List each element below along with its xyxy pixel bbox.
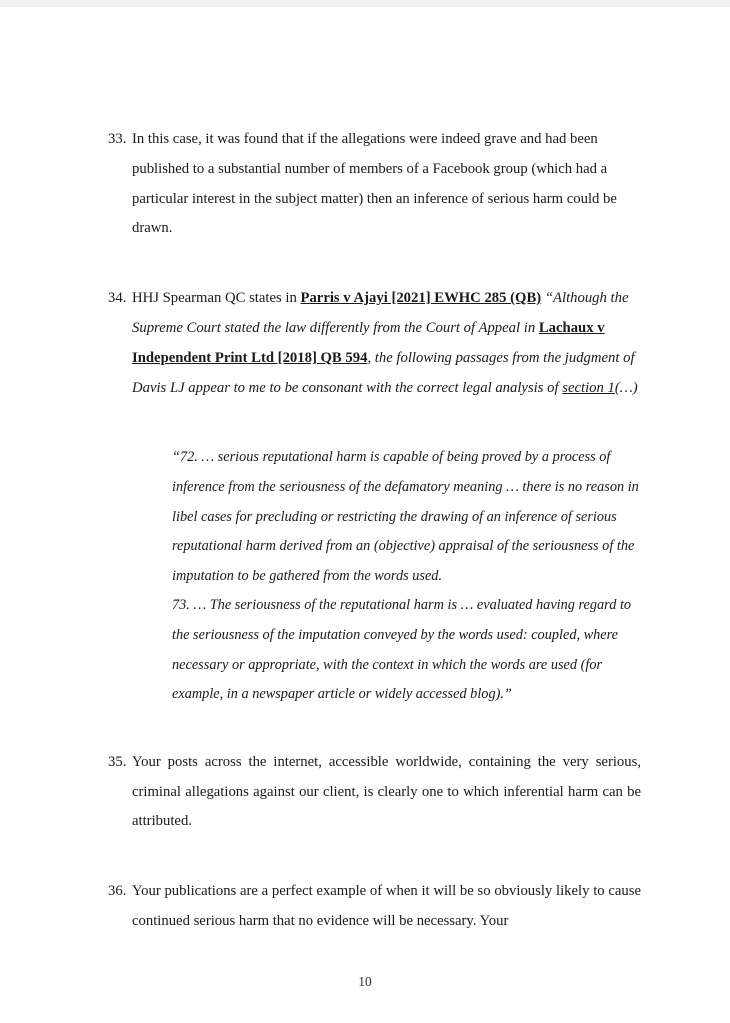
citation-lachaux-v-independent-print: Lachaux v Independent Print Ltd [2018] QB 594 — [132, 319, 605, 366]
paragraph-35-body — [132, 748, 641, 837]
paragraph-36-body — [132, 877, 641, 937]
paragraph-33 — [108, 125, 641, 244]
paragraph-number-33: 33. — [108, 131, 127, 147]
paragraph-36-run-0: Your publications are a perfect example of when it will be so obviously likely to cause continued serious harm that no evidence will be necessary. Your — [132, 883, 641, 929]
block-quote-paragraph-72: “72. … serious reputational harm is capable of being proved by a process of inference from the seriousness of the defamatory meaning … there is no reason in libel cases for precluding or restricting the drawing of an inference of serious reputational harm derived from an (objective) appraisal of the seriousness of the imputation to be gathered from the words used. — [172, 449, 639, 584]
document-page — [0, 7, 730, 1023]
paragraph-35-run-0: Your posts across the internet, accessible worldwide, containing the very serious, criminal allegations against our client, is clearly one to which inferential harm can be attributed. — [132, 753, 641, 830]
paragraph-33-run-0: In this case, it was found that if the allegations were indeed grave and had been published to a substantial number of members of a Facebook group (which had a particular interest in the subject matter) then an inference of serious harm could be drawn. — [132, 131, 617, 237]
paragraph-34-run-ellipsis: (…) — [614, 379, 638, 396]
citation-section-1: section 1 — [562, 379, 615, 396]
paragraph-34-run-quote-2: , the following passages from the judgment of Davis LJ appear to me to be consonant with the correct legal analysis of — [132, 349, 635, 396]
page-content — [108, 125, 641, 977]
citation-parris-v-ajayi: Parris v Ajayi [2021] EWHC 285 (QB) — [300, 290, 542, 307]
paragraph-34 — [108, 284, 641, 403]
paragraph-36 — [108, 877, 641, 937]
paragraph-33-body — [132, 125, 641, 244]
block-quote-paragraph-73: 73. … The seriousness of the reputational harm is … evaluated having regard to the seriousness of the imputation conveyed by the words used: coupled, where necessary or appropriate, with the context in which the words are used (for example, in a newspaper article or widely accessed blog).” — [172, 597, 632, 703]
paragraph-number-35: 35. — [108, 753, 127, 770]
paragraph-34-run-intro: HHJ Spearman QC states in — [132, 290, 301, 307]
paragraph-number-34: 34. — [108, 290, 127, 307]
paragraph-number-36: 36. — [108, 883, 127, 900]
paragraph-35 — [108, 748, 641, 837]
paragraph-34-run-quote-1: “Although the Supreme Court stated the law differently from the Court of Appeal in — [132, 290, 629, 336]
block-quote — [108, 443, 641, 709]
paragraph-34-body — [132, 284, 641, 403]
page-number: 10 — [358, 974, 372, 989]
